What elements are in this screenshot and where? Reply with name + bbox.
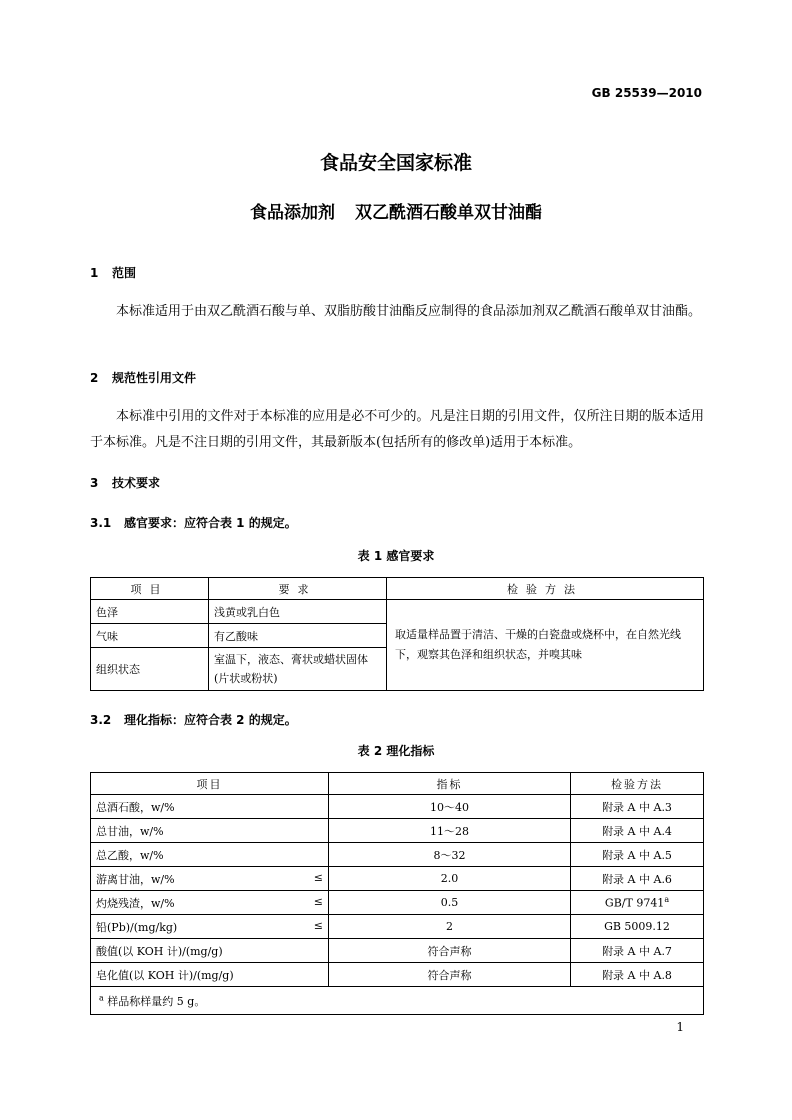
row-value: 8～32 — [329, 843, 571, 867]
table-row — [91, 843, 704, 867]
row-method: 附录 A 中 A.5 — [571, 843, 704, 867]
section-number: 3 — [90, 476, 99, 490]
standard-code: GB 25539—2010 — [591, 86, 702, 100]
row-method: GB 5009.12 — [571, 915, 704, 939]
table-footnote: 样品称样量约 5 g。 — [107, 994, 206, 1008]
table-row — [91, 867, 704, 891]
header-item: 项目 — [91, 578, 209, 600]
header-method: 检验方法 — [387, 578, 704, 600]
header-item: 项目 — [91, 773, 329, 795]
document-title: 食品安全国家标准 — [319, 152, 472, 174]
footnote-marker: a — [99, 992, 104, 1002]
row-item: 组织状态 — [91, 648, 209, 691]
section-number: 1 — [90, 266, 99, 280]
row-method: GB/T 9741 — [604, 896, 665, 910]
header-method: 检验方法 — [571, 773, 704, 795]
page-number: 1 — [676, 1020, 684, 1034]
test-method: 取适量样品置于清洁、干燥的白瓷盘或烧杯中，在自然光线下，观察其色泽和组织状态，并嗅其味 — [387, 600, 704, 691]
row-item: 铅(Pb)/(mg/kg) — [96, 920, 178, 934]
document-subtitle: 食品添加剂 双乙酰酒石酸单双甘油酯 — [250, 203, 542, 223]
row-requirement: 室温下，液态、膏状或蜡状固体(片状或粉状) — [209, 648, 387, 691]
header-requirement: 要求 — [209, 578, 387, 600]
row-item: 气味 — [91, 624, 209, 648]
table-row — [91, 819, 704, 843]
table-2-caption: 表 2 理化指标 — [357, 744, 435, 758]
table-footnote-row — [91, 987, 704, 1015]
section-title: 理化指标：应符合表 2 的规定。 — [124, 713, 297, 727]
section-title: 感官要求：应符合表 1 的规定。 — [124, 516, 297, 530]
less-equal-sign: ≤ — [313, 870, 323, 884]
row-item: 总乙酸，w/% — [96, 848, 164, 862]
row-value: 11～28 — [329, 819, 571, 843]
row-value: 2 — [329, 915, 571, 939]
table-row — [91, 939, 704, 963]
table-row — [91, 795, 704, 819]
row-item: 总酒石酸，w/% — [96, 800, 175, 814]
less-equal-sign: ≤ — [313, 918, 323, 932]
section-title: 范围 — [112, 266, 137, 280]
section-number: 2 — [90, 371, 99, 385]
row-value: 符合声称 — [329, 939, 571, 963]
row-item: 灼烧残渣，w/% — [96, 896, 175, 910]
row-item: 皂化值(以 KOH 计)/(mg/g) — [96, 968, 234, 982]
section-title: 技术要求 — [112, 476, 161, 490]
section-3-2-heading — [90, 711, 297, 728]
row-value: 10～40 — [329, 795, 571, 819]
row-value: 0.5 — [329, 891, 571, 915]
row-requirement: 有乙酸味 — [209, 624, 387, 648]
footnote-marker: a — [664, 895, 670, 905]
header-index: 指标 — [329, 773, 571, 795]
section-2-paragraph: 本标准中引用的文件对于本标准的应用是必不可少的。凡是注日期的引用文件，仅所注日期的版本适用于本标准。凡是不注日期的引用文件，其最新版本(包括所有的修改单)适用于本标准。 — [90, 409, 704, 450]
section-1-heading — [90, 264, 136, 281]
row-value: 符合声称 — [329, 963, 571, 987]
table-header-row — [91, 773, 704, 795]
section-3-1-heading — [90, 514, 297, 531]
row-item: 酸值(以 KOH 计)/(mg/g) — [96, 944, 223, 958]
row-value: 2.0 — [329, 867, 571, 891]
table-row — [91, 891, 704, 915]
row-method: 附录 A 中 A.3 — [571, 795, 704, 819]
section-number: 3.2 — [90, 713, 112, 727]
section-1-paragraph: 本标准适用于由双乙酰酒石酸与单、双脂肪酸甘油酯反应制得的食品添加剂双乙酰酒石酸单双甘油酯。 — [116, 304, 702, 319]
row-method: 附录 A 中 A.7 — [571, 939, 704, 963]
table-row — [91, 963, 704, 987]
table-2-physicochemical — [90, 772, 704, 1015]
row-method: 附录 A 中 A.8 — [571, 963, 704, 987]
table-row — [91, 915, 704, 939]
row-item: 总甘油，w/% — [96, 824, 164, 838]
table-header-row — [91, 578, 704, 600]
row-item: 游离甘油，w/% — [96, 872, 175, 886]
section-title: 规范性引用文件 — [112, 371, 197, 385]
section-2-heading — [90, 369, 196, 386]
row-method: 附录 A 中 A.6 — [571, 867, 704, 891]
row-method: 附录 A 中 A.4 — [571, 819, 704, 843]
table-1-sensory — [90, 577, 704, 691]
table-row — [91, 600, 704, 624]
row-requirement: 浅黄或乳白色 — [209, 600, 387, 624]
less-equal-sign: ≤ — [313, 894, 323, 908]
section-3-heading — [90, 474, 160, 491]
section-number: 3.1 — [90, 516, 112, 530]
row-item: 色泽 — [91, 600, 209, 624]
table-1-caption: 表 1 感官要求 — [357, 549, 435, 563]
